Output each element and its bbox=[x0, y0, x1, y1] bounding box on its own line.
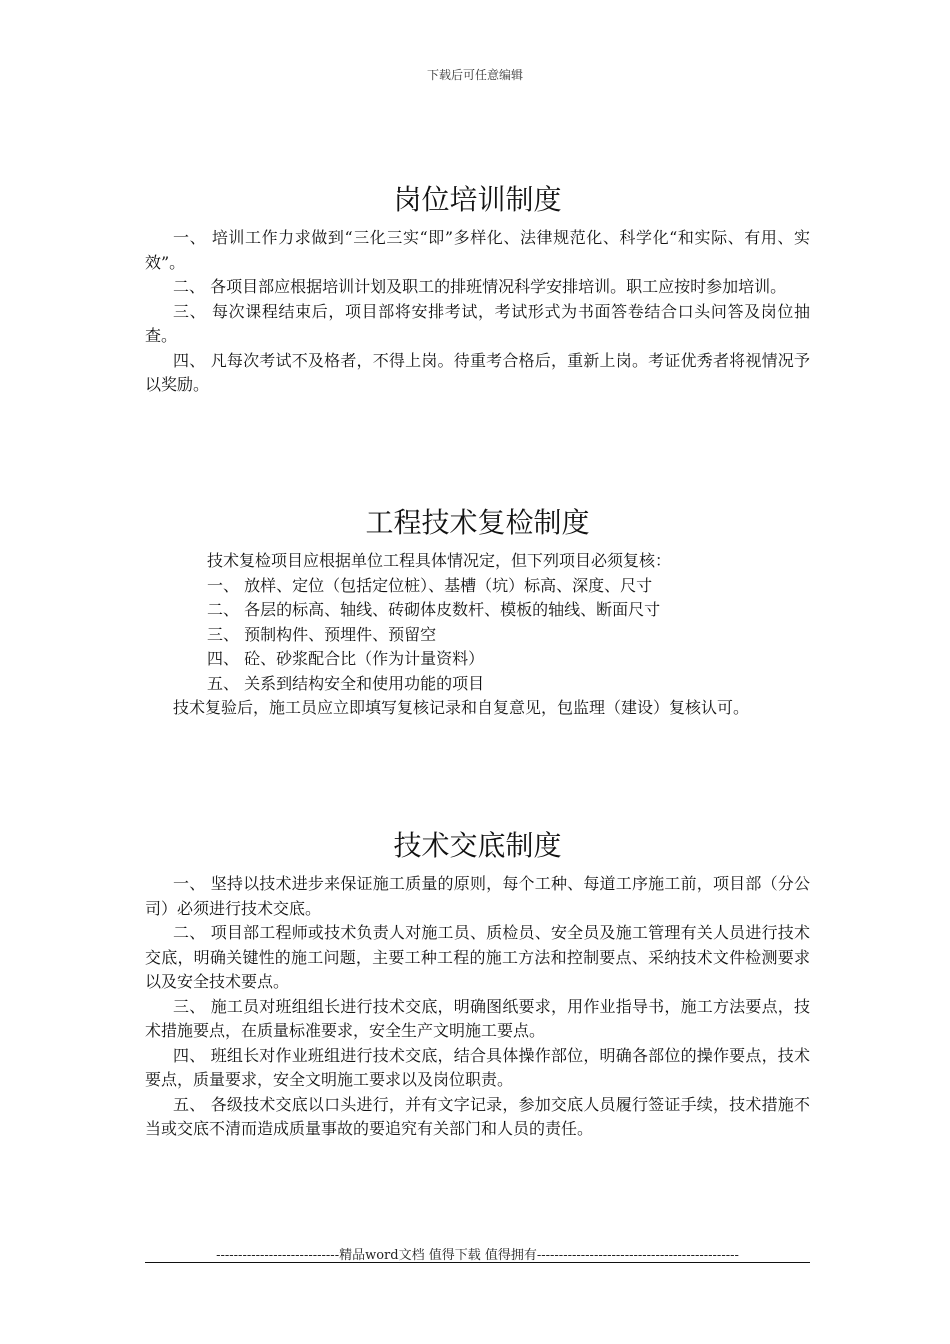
paragraph-intro: 技术复检项目应根据单位工程具体情况定，但下列项目必须复核： bbox=[207, 551, 672, 570]
list-item: 一、 放样、定位（包括定位桩）、基槽（坑）标高、深度、尺寸 bbox=[207, 575, 653, 595]
paragraph: 三、 每次课程结束后，项目部将安排考试，考试形式为书面答卷结合口头问答及岗位抽查。 bbox=[145, 301, 810, 345]
list-item: 五、 关系到结构安全和使用功能的项目 bbox=[207, 673, 485, 693]
paragraph: 五、 各级技术交底以口头进行，并有文字记录，参加交底人员履行签证手续，技术措施不当或交底不清而造成质量事故的要追究有关部门和人员的责任。 bbox=[145, 1094, 810, 1138]
list-item: 二、 各层的标高、轴线、砖砌体皮数杆、模板的轴线、断面尺寸 bbox=[207, 600, 661, 619]
section-title: 技术交底制度 bbox=[393, 829, 562, 862]
paragraph: 二、 项目部工程师或技术负责人对施工员、质检员、安全员及施工管理有关人员进行技术交底，明确关键性的施工问题，主要工种工程的施工方法和控制要点、采纳技术文件检测要求以及安全技术要点。 bbox=[145, 923, 810, 991]
section-title: 工程技术复检制度 bbox=[365, 506, 590, 539]
footer-text: ----------------------------精品word文档 值得下载 值得拥有---------------------------------------------- bbox=[216, 1248, 739, 1263]
list-item: 四、 砼、砂浆配合比（作为计量资料） bbox=[207, 649, 485, 668]
section-technical-recheck bbox=[145, 503, 810, 721]
paragraph: 一、 坚持以技术进步来保证施工质量的原则，每个工种、每道工序施工前，项目部（分公司）必须进行技术交底。 bbox=[145, 874, 810, 918]
footer-rule bbox=[145, 1262, 810, 1263]
paragraph: 四、 凡每次考试不及格者，不得上岗。待重考合格后，重新上岗。考证优秀者将视情况予以奖励。 bbox=[145, 350, 810, 394]
paragraph: 四、 班组长对作业班组进行技术交底，结合具体操作部位，明确各部位的操作要点，技术要点，质量要求，安全文明施工要求以及岗位职责。 bbox=[145, 1045, 810, 1089]
section-body bbox=[145, 549, 810, 721]
paragraph: 一、 培训工作力求做到“三化三实“即”多样化、法律规范化、科学化“和实际、有用、实效”。 bbox=[145, 228, 810, 272]
section-title: 岗位培训制度 bbox=[393, 183, 562, 216]
header-note: 下载后可任意编辑 bbox=[426, 68, 523, 82]
section-body bbox=[145, 226, 810, 398]
paragraph-closing: 技术复验后，施工员应立即填写复核记录和自复意见，包监理（建设）复核认可。 bbox=[173, 698, 750, 717]
section-body bbox=[145, 872, 810, 1142]
section-job-training bbox=[145, 180, 810, 398]
section-technical-briefing bbox=[145, 826, 810, 1142]
paragraph: 三、 施工员对班组组长进行技术交底，明确图纸要求，用作业指导书，施工方法要点，技术措施要点，在质量标准要求，安全生产文明施工要点。 bbox=[145, 996, 810, 1040]
list-item: 三、 预制构件、预埋件、预留空 bbox=[207, 624, 437, 644]
paragraph: 二、 各项目部应根据培训计划及职工的排班情况科学安排培训。职工应按时参加培训。 bbox=[173, 277, 787, 296]
